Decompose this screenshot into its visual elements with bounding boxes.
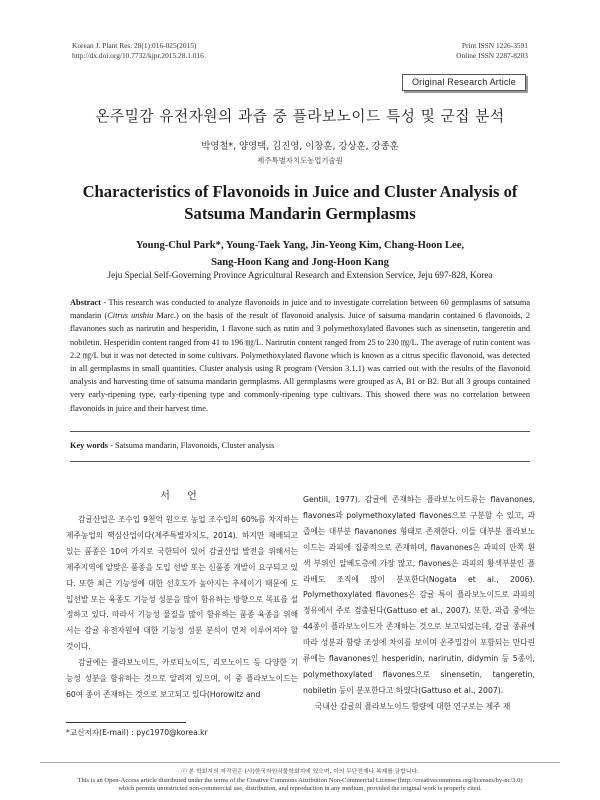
abstract-species: Citrus unshiu bbox=[107, 311, 154, 321]
intro-paragraph-3: Gentili, 1977). 감귤에 존재하는 플라보노이드류는 flavanones, flavones과 polymethoxylated flavones으로 구분할 수 있고, 과즙에는 대부분 flavanones 형태로 존재한다. 이들 대부분 플라보노이드는 과피에 집중적으로 존재하며, flavanones은 과피의 안쪽 흰색 부위인 알베도층에 가장 많고, flavones은 과피의 황색부분인 플라베도 조직에 많이 분포한다(Nogata et al., 2006). Polymethoxylated flavones은 감귤 특이 플라보노이드로 과피의 정유에서 주로 검출된다(Gattuso et al., 2007). 또한, 과즙 중에는 44종이 플라보노이드가 존재하는 것으로 보고되었는데, 감귤 종류에 따라 성분과 함량 조성에 차이를 보이며 온주밀감이 포함되는 만다린류에는 flavanones인 hesperidin, narirutin, didymin 등 5종이, polymethoxylated flavones으로 sinensetin, tangeretin, nobiletin 등이 분포한다고 하였다(Gattuso et al., 2007). bbox=[303, 495, 535, 695]
english-affiliation: Jeju Special Self-Governing Province Agricultural Research and Extension Service, Jeju 697-828, Korea bbox=[107, 270, 493, 280]
journal-header bbox=[72, 41, 204, 61]
intro-paragraph-2: 감귤에는 플라보노이드, 카로티노이드, 리모노이드 등 다양한 기능성 성분을 함유하는 것으로 알려져 있으며, 이 중 플라보노이드는 60여 종이 존재하는 것으로 보고되고 있다(Horowitz and bbox=[66, 658, 298, 699]
english-authors-line-1: Young-Chul Park*, Young-Taek Yang, Jin-Yeong Kim, Chang-Hoon Lee, bbox=[135, 240, 465, 251]
keywords-text: - Satsuma mandarin, Flavonoids, Cluster analysis bbox=[108, 441, 275, 450]
license-line-1: This is an Open-Access article distributed under the terms of the Creative Commons Attribution Non-Commercial License (http://creativecommons.org/licenses/by-nc/3.0) bbox=[77, 777, 523, 784]
body-column-right bbox=[303, 492, 535, 715]
journal-citation: Korean J. Plant Res. 28(1):016-025(2015) bbox=[72, 41, 197, 50]
license-line-2: which permits unrestricted non-commercial use, distribution, and reproduction in any medium, provided the original work is properly cited. bbox=[118, 784, 482, 792]
footnote-divider bbox=[66, 722, 186, 723]
keywords bbox=[70, 441, 530, 450]
abstract-text-2: Marc.) on the basis of the result of flavonoid analysis. Juice of satsuma mandarin contained 6 flavonoids, 2 flavanones such as narirutin and hesperidin, 1 flavone such as rutin and 3 polymethoxylated flavones such as sinensetin, tangeretin and nobiletin. Hesperidin content ranged from 41 to 196 ㎎/L. Narirutin content ranged from 25 to 230 ㎎/L. The average of rutin content was 2.2 ㎎/L but it was not detected in some cultivars. Polymethoxylated flavone which is known as a citrus specific flavonoid, was detected in all germplasms in small quantities. Cluster analysis using R program (Version 3.1.1) was carried out with the results of the flavonoid analysis and harvesting time of satsuma mandarin germplasms. All germplasms were grouped as A, B1 or B2. But all 3 groups contained very early-ripening type, early-ripening type and commonly-ripening type cultivars. This showed there was no correlation between flavonoids in juice and their harvest time. bbox=[70, 311, 531, 413]
abstract-text-1: - This research was conducted to analyze flavonoids in juice and to investigate correlation between 60 germplasms of satsuma mandarin ( bbox=[70, 298, 530, 321]
issn-header bbox=[456, 41, 528, 61]
body-column-left bbox=[66, 512, 298, 703]
abstract bbox=[70, 296, 530, 415]
corresponding-author-footnote: *교신저자(E-mail) : pyc1970@korea.kr bbox=[66, 728, 208, 737]
license-notice bbox=[40, 777, 560, 792]
keywords-divider bbox=[70, 461, 530, 462]
english-title: Characteristics of Flavonoids in Juice and Cluster Analysis of Satsuma Mandarin Germplasms bbox=[82, 182, 518, 223]
doi-link[interactable]: http://dx.doi.org/10.7732/kjpr.2015.28.1.016 bbox=[72, 51, 204, 60]
license-divider bbox=[40, 762, 560, 763]
abstract-label: Abstract bbox=[70, 298, 101, 307]
korean-affiliation: 제주특별자치도농업기술원 bbox=[257, 156, 343, 165]
korean-authors: 박영철*, 양영택, 김진영, 이창훈, 강상훈, 강종훈 bbox=[201, 141, 399, 152]
english-authors bbox=[60, 238, 540, 271]
article-type-badge: Original Research Article bbox=[402, 74, 526, 91]
copyright-notice: ⓒ 본 학회지의 저작권은 (사)한국자원식물학회지에 있으며, 이의 무단전재나 복제를 금합니다. bbox=[181, 769, 419, 775]
english-authors-line-2: Sang-Hoon Kang and Jong-Hoon Kang bbox=[211, 256, 389, 268]
intro-paragraph-4: 국내산 감귤의 플라보노이드 함량에 대한 연구로는 제주 재 bbox=[315, 701, 511, 711]
abstract-divider bbox=[70, 431, 530, 432]
print-issn: Print ISSN 1226-3591 bbox=[461, 41, 528, 50]
korean-title: 온주밀감 유전자원의 과즙 중 플라보노이드 특성 및 군집 분석 bbox=[95, 108, 505, 125]
keywords-label: Key words bbox=[70, 441, 109, 450]
intro-paragraph-1: 감귤산업은 조수입 9천억 원으로 농업 조수입의 60%를 차지하는 제주농업의 핵심산업이다(제주특별자치도, 2014). 하지만 재배되고 있는 품종은 10여 가지로 국한되어 있어 감귤산업 발전을 위해서는 제주지역에 알맞은 품종을 도입 선발 또는 신품종 개발이 요구되고 있다. 또한 최근 기능성에 대한 선호도가 높아지는 추세이기 때문에 도입선발 또는 육종도 기능성 성분을 많이 함유하는 방향으로 목표를 설정하고 있다. 따라서 기능성 물질을 많이 함유하는 품종 육종을 위해서는 감귤 유전자원에 대한 기능성 성분 분석이 먼저 이루어져야 할 것이다. bbox=[66, 515, 298, 652]
online-issn: Online ISSN 2287-8203 bbox=[456, 51, 528, 60]
section-title-introduction: 서 언 bbox=[160, 491, 204, 502]
